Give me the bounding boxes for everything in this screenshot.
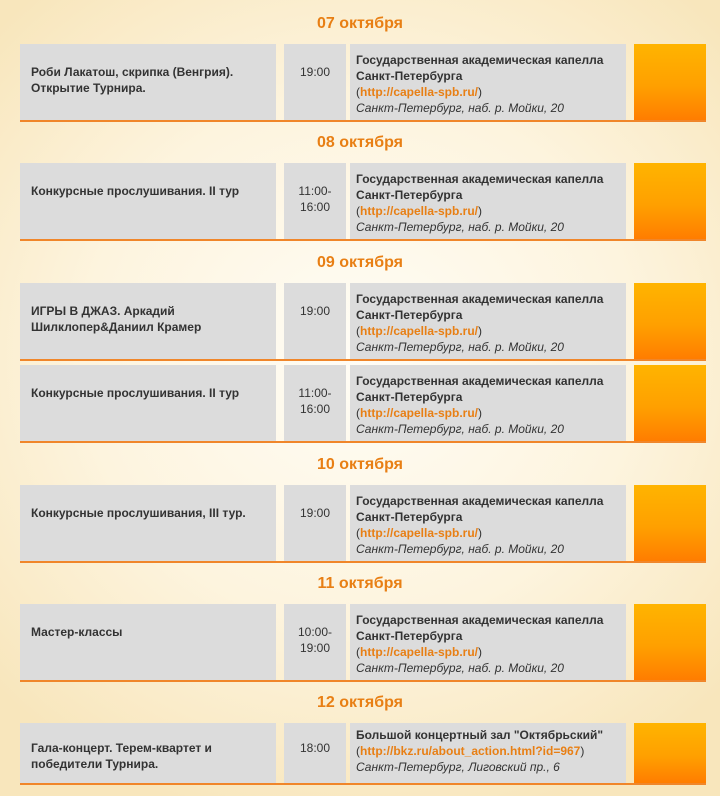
venue-address: Санкт-Петербург, наб. р. Мойки, 20 bbox=[356, 422, 564, 436]
event-row bbox=[20, 604, 706, 682]
event-title: Конкурсные прослушивания, III тур. bbox=[20, 485, 276, 561]
venue-address: Санкт-Петербург, наб. р. Мойки, 20 bbox=[356, 101, 564, 115]
day-block bbox=[0, 453, 720, 477]
ticket-button[interactable] bbox=[634, 485, 706, 561]
date-heading: 08 октября bbox=[317, 134, 403, 151]
venue-link[interactable]: http://capella-spb.ru/ bbox=[360, 526, 479, 540]
venue-address: Санкт-Петербург, наб. р. Мойки, 20 bbox=[356, 542, 564, 556]
date-heading: 07 октября bbox=[317, 15, 403, 32]
ticket-button[interactable] bbox=[634, 723, 706, 783]
venue-name: Государственная академическая капелла Санкт-Петербурга bbox=[356, 374, 604, 404]
venue-name: Государственная академическая капелла Санкт-Петербурга bbox=[356, 172, 604, 202]
event-title: Мастер-классы bbox=[20, 604, 276, 680]
event-time: 10:00- 19:00 bbox=[284, 604, 346, 680]
venue-name: Государственная академическая капелла Санкт-Петербурга bbox=[356, 292, 604, 322]
ticket-button[interactable] bbox=[634, 283, 706, 359]
day-block bbox=[0, 572, 720, 596]
event-title: Конкурсные прослушивания. II тур bbox=[20, 163, 276, 239]
event-row bbox=[20, 485, 706, 563]
event-row bbox=[20, 283, 706, 361]
date-heading: 09 октября bbox=[317, 254, 403, 271]
ticket-button[interactable] bbox=[634, 365, 706, 441]
venue-address: Санкт-Петербург, наб. р. Мойки, 20 bbox=[356, 340, 564, 354]
event-venue: Государственная академическая капелла Санкт-Петербурга (http://capella-spb.ru/) Санкт-Петербург, наб. р. Мойки, 20 bbox=[350, 485, 626, 561]
date-heading: 10 октября bbox=[317, 456, 403, 473]
day-block bbox=[0, 131, 720, 155]
ticket-button[interactable] bbox=[634, 163, 706, 239]
date-heading: 12 октября bbox=[317, 694, 403, 711]
ticket-button[interactable] bbox=[634, 604, 706, 680]
event-time: 11:00- 16:00 bbox=[284, 365, 346, 441]
day-block bbox=[0, 251, 720, 275]
venue-address: Санкт-Петербург, наб. р. Мойки, 20 bbox=[356, 661, 564, 675]
event-time: 18:00 bbox=[284, 723, 346, 783]
event-venue: Государственная академическая капелла Санкт-Петербурга (http://capella-spb.ru/) Санкт-Петербург, наб. р. Мойки, 20 bbox=[350, 163, 626, 239]
venue-link[interactable]: http://capella-spb.ru/ bbox=[360, 204, 479, 218]
venue-name: Государственная академическая капелла Санкт-Петербурга bbox=[356, 494, 604, 524]
venue-address: Санкт-Петербург, наб. р. Мойки, 20 bbox=[356, 220, 564, 234]
event-title: Роби Лакатош, скрипка (Венгрия). Открытие Турнира. bbox=[20, 44, 276, 120]
event-venue: Большой концертный зал "Октябрьский" (http://bkz.ru/about_action.html?id=967) Санкт-Петербург, Лиговский пр., 6 bbox=[350, 723, 626, 783]
venue-link[interactable]: http://capella-spb.ru/ bbox=[360, 85, 479, 99]
venue-address: Санкт-Петербург, Лиговский пр., 6 bbox=[356, 760, 560, 774]
date-heading: 11 октября bbox=[317, 575, 403, 592]
venue-link[interactable]: http://capella-spb.ru/ bbox=[360, 645, 479, 659]
venue-name: Государственная академическая капелла Санкт-Петербурга bbox=[356, 613, 604, 643]
event-title: Гала-концерт. Терем-квартет и победители Турнира. bbox=[20, 723, 276, 783]
event-venue: Государственная академическая капелла Санкт-Петербурга (http://capella-spb.ru/) Санкт-Петербург, наб. р. Мойки, 20 bbox=[350, 44, 626, 120]
venue-link[interactable]: http://bkz.ru/about_action.html?id=967 bbox=[360, 744, 581, 758]
event-title: ИГРЫ В ДЖАЗ. Аркадий Шилклопер&Даниил Крамер bbox=[20, 283, 276, 359]
venue-link[interactable]: http://capella-spb.ru/ bbox=[360, 324, 479, 338]
event-venue: Государственная академическая капелла Санкт-Петербурга (http://capella-spb.ru/) Санкт-Петербург, наб. р. Мойки, 20 bbox=[350, 604, 626, 680]
venue-link[interactable]: http://capella-spb.ru/ bbox=[360, 406, 479, 420]
event-time: 19:00 bbox=[284, 44, 346, 120]
event-venue: Государственная академическая капелла Санкт-Петербурга (http://capella-spb.ru/) Санкт-Петербург, наб. р. Мойки, 20 bbox=[350, 283, 626, 359]
event-time: 19:00 bbox=[284, 283, 346, 359]
venue-name: Большой концертный зал "Октябрьский" bbox=[356, 728, 604, 742]
venue-name: Государственная академическая капелла Санкт-Петербурга bbox=[356, 53, 604, 83]
event-row bbox=[20, 365, 706, 443]
event-venue: Государственная академическая капелла Санкт-Петербурга (http://capella-spb.ru/) Санкт-Петербург, наб. р. Мойки, 20 bbox=[350, 365, 626, 441]
day-block bbox=[0, 691, 720, 715]
event-time: 11:00- 16:00 bbox=[284, 163, 346, 239]
event-row bbox=[20, 163, 706, 241]
event-row bbox=[20, 723, 706, 785]
event-title: Конкурсные прослушивания. II тур bbox=[20, 365, 276, 441]
ticket-button[interactable] bbox=[634, 44, 706, 120]
day-block bbox=[0, 12, 720, 36]
event-row bbox=[20, 44, 706, 122]
event-time: 19:00 bbox=[284, 485, 346, 561]
